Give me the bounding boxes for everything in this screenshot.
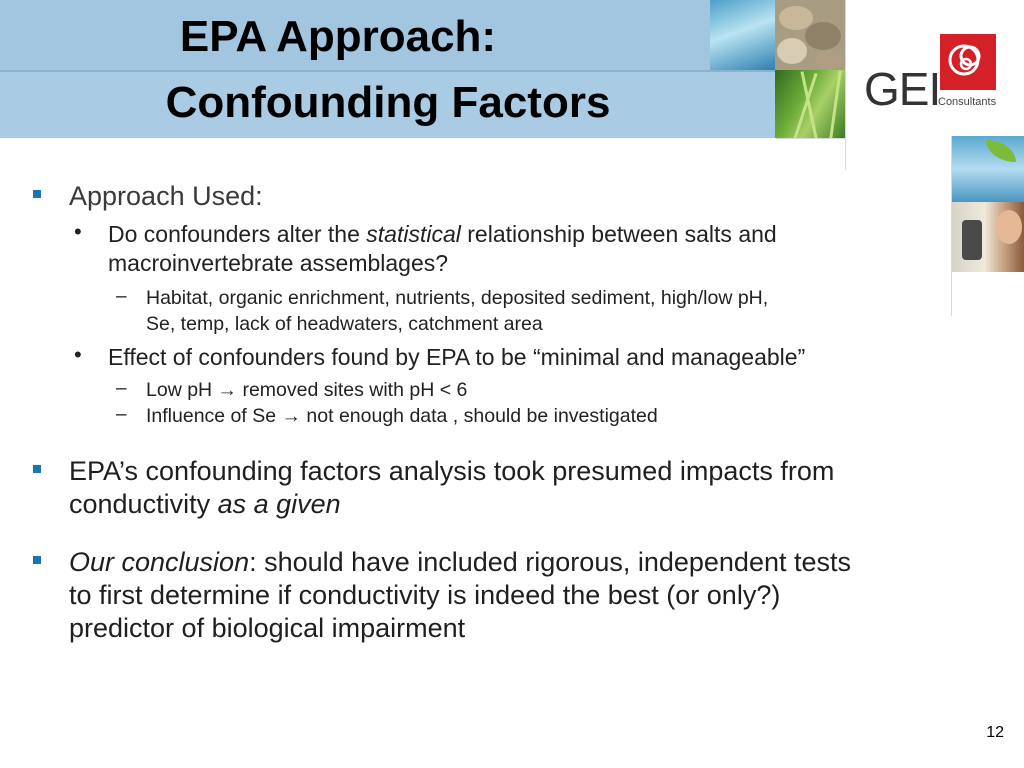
square-bullet-icon	[33, 190, 41, 198]
bullet-3-line3: predictor of biological impairment	[69, 613, 466, 643]
slide-title-line1: EPA Approach:	[179, 12, 497, 61]
round-bullet-icon: •	[74, 219, 82, 244]
logo-subtext: Consultants	[938, 96, 997, 108]
slide-title-line2: Confounding Factors	[165, 78, 611, 127]
bullet-3-emphasis: Our conclusion	[69, 547, 250, 577]
bullet-1-2-2-text: Influence of Se → not enough data , should be investigated	[146, 405, 658, 427]
bullet-1-2-text: Effect of confounders found by EPA to be “minimal and manageable”	[108, 344, 806, 370]
bullet-1-1-1-line1: Habitat, organic enrichment, nutrients, deposited sediment, high/low pH,	[146, 287, 769, 309]
bullet-1-1-emphasis: statistical	[366, 221, 461, 247]
bullet-3-line1	[69, 546, 851, 578]
bullet-2-emphasis: as a given	[217, 489, 341, 519]
bullet-3-line2: to first determine if conductivity is indeed the best (or only?)	[69, 580, 781, 610]
bullet-2-line2-pre: conductivity	[69, 489, 218, 519]
dash-bullet-icon: –	[116, 378, 127, 399]
round-bullet-icon: •	[74, 342, 82, 367]
bullet-3-line1-post: : should have included rigorous, independent tests	[249, 547, 852, 577]
bullet-1-text: Approach Used:	[69, 181, 263, 211]
bullet-1-1-pre: Do confounders alter the	[108, 221, 367, 247]
dash-bullet-icon: –	[116, 286, 127, 307]
bullet-1-2-1-text: Low pH → removed sites with pH < 6	[146, 379, 468, 401]
bullet-1-1-line1	[108, 220, 777, 249]
logo-text: GEI	[864, 63, 941, 115]
bullet-1-1-1-line2: Se, temp, lack of headwaters, catchment area	[146, 313, 543, 335]
bullet-1-1-post: relationship between salts and	[460, 221, 777, 247]
page-number: 12	[986, 724, 1004, 741]
bullet-2-line1: EPA’s confounding factors analysis took presumed impacts from	[69, 456, 835, 486]
dash-bullet-icon: –	[116, 404, 127, 425]
bullet-2-line2	[69, 488, 341, 520]
bullet-1-1-line2: macroinvertebrate assemblages?	[108, 250, 449, 276]
square-bullet-icon	[33, 465, 41, 473]
square-bullet-icon	[33, 556, 41, 564]
